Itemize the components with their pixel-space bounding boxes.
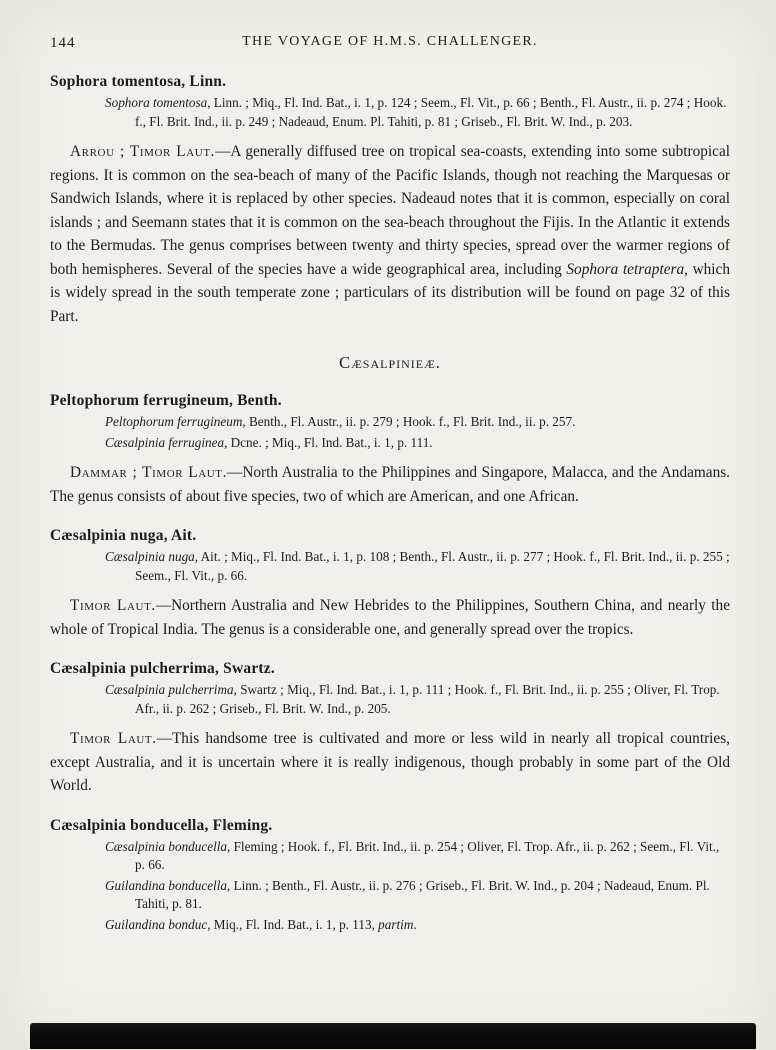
text-segment: , Swartz ; Miq., Fl. Ind. Bat., i. 1, p. 111 ; Hook. f., Fl. Brit. Ind., ii. p. 255 ; Oliver, Fl. Trop. Afr., ii. p. 262 ; Griseb., Fl. Brit. W. Ind., p. 205. [135, 682, 720, 716]
running-title: THE VOYAGE OF H.M.S. CHALLENGER. [242, 34, 538, 49]
text-segment: partim [378, 916, 414, 932]
citation-line [105, 413, 730, 432]
page-number: 144 [50, 35, 76, 51]
species-heading: Cæsalpinia pulcherrima, Swartz. [50, 660, 275, 677]
citation-line [105, 548, 730, 585]
species-heading: Peltophorum ferrugineum, Benth. [50, 392, 282, 409]
text-segment: , Linn. ; Benth., Fl. Austr., ii. p. 276 ; Griseb., Fl. Brit. W. Ind., p. 204 ; Nadeaud, Enum. Pl. Tahiti, p. 81. [135, 877, 710, 911]
species-entry-caesalpinia-bonducella [50, 817, 730, 935]
text-segment: , Ait. ; Miq., Fl. Ind. Bat., i. 1, p. 108 ; Benth., Fl. Austr., ii. p. 277 ; Hook. f., Fl. Brit. Ind., ii. p. 255 ; Seem., Fl. Vit., p. 66. [135, 549, 730, 583]
description-paragraph [50, 594, 730, 641]
species-heading: Sophora tomentosa, Linn. [50, 73, 227, 90]
citation-line [105, 434, 730, 453]
species-entry-caesalpinia-pulcherrima [50, 660, 730, 798]
text-segment: , Benth., Fl. Austr., ii. p. 279 ; Hook. f., Fl. Brit. Ind., ii. p. 257. [242, 414, 576, 429]
description-paragraph [50, 140, 730, 328]
text-segment: Sophora tetraptera [566, 260, 685, 278]
description-paragraph [50, 461, 730, 508]
text-segment: Dammar ; Timor Laut. [70, 464, 228, 481]
text-segment: Cæsalpinia ferruginea [105, 434, 225, 450]
text-segment: , Linn. ; Miq., Fl. Ind. Bat., i. 1, p. 124 ; Seem., Fl. Vit., p. 66 ; Benth., Fl. Austr., ii. p. 274 ; Hook. f., Fl. Brit. Ind., ii. p. 249 ; Nadeaud, Enum. Pl. Tahiti, p. 81 ; Griseb., Fl. Brit. W. Ind., p. 203. [135, 95, 727, 129]
citation-line [105, 916, 730, 935]
text-segment: —A generally diffused tree on tropical sea-coasts, extending into some subtropical regions. It is common on the sea-beach of many of the Pacific Islands, though not reaching the Marquesas or Sandwich Islands, where it is replaced by other species. Nadeaud notes that it is common, especially on coral islands ; and Seemann states that it is common on the sea-beach throughout the Fijis. In the Atlantic it extends to the Bermudas. The genus comprises between twenty and thirty species, spread over the warmer regions of both hemispheres. Several of the species have a wide geographical area, including [50, 143, 730, 278]
scan-edge-artifact [30, 1023, 756, 1049]
text-segment: Arrou ; Timor Laut. [70, 143, 216, 160]
description-paragraph [50, 727, 730, 798]
text-segment: —North Australia to the Philippines and Singapore, Malacca, and the Andamans. The genus consists of about five species, two of which are American, and one African. [50, 464, 730, 505]
text-segment: Sophora tomentosa [105, 95, 208, 110]
text-segment: Timor Laut. [70, 597, 156, 614]
text-segment: Timor Laut. [70, 730, 157, 747]
species-entry-sophora-tomentosa [50, 73, 730, 328]
text-segment: Guilandina bonducella [105, 877, 227, 893]
citation-line [105, 877, 730, 914]
text-segment: Cæsalpinia bonducella [105, 838, 227, 854]
text-segment: . [413, 916, 417, 932]
text-segment: , Miq., Fl. Ind. Bat., i. 1, p. 113, [207, 916, 379, 932]
species-entry-peltophorum-ferrugineum [50, 392, 730, 508]
text-segment: Cæsalpinia pulcherrima [105, 682, 234, 697]
citation-line [105, 681, 730, 718]
text-segment: Guilandina bonduc [105, 916, 208, 932]
citation-line [105, 94, 730, 131]
text-segment: Peltophorum ferrugineum [105, 414, 243, 429]
text-segment: , Fleming ; Hook. f., Fl. Brit. Ind., ii. p. 254 ; Oliver, Fl. Trop. Afr., ii. p. 262 ; Seem., Fl. Vit., p. 66. [135, 838, 720, 872]
page-header [50, 34, 730, 54]
text-segment: —Northern Australia and New Hebrides to the Philippines, Southern China, and nearly the whole of Tropical India. The genus is a considerable one, and generally spread over the tropics. [50, 597, 730, 638]
species-heading: Cæsalpinia nuga, Ait. [50, 527, 197, 544]
family-heading: Cæsalpinieæ. [339, 353, 441, 372]
text-segment: , which is widely spread in the south temperate zone ; particulars of its distribution will be found on page 32 of this Part. [50, 260, 730, 325]
text-segment: , Dcne. ; Miq., Fl. Ind. Bat., i. 1, p. 111. [224, 434, 433, 450]
citation-line [105, 838, 730, 875]
text-segment: Cæsalpinia nuga [105, 549, 195, 564]
text-segment: —This handsome tree is cultivated and more or less wild in nearly all tropical countries, except Australia, and it is uncertain where it is really indigenous, though probably in some part of the Old World. [50, 730, 730, 794]
species-heading: Cæsalpinia bonducella, Fleming. [50, 816, 273, 834]
species-entry-caesalpinia-nuga [50, 527, 730, 641]
